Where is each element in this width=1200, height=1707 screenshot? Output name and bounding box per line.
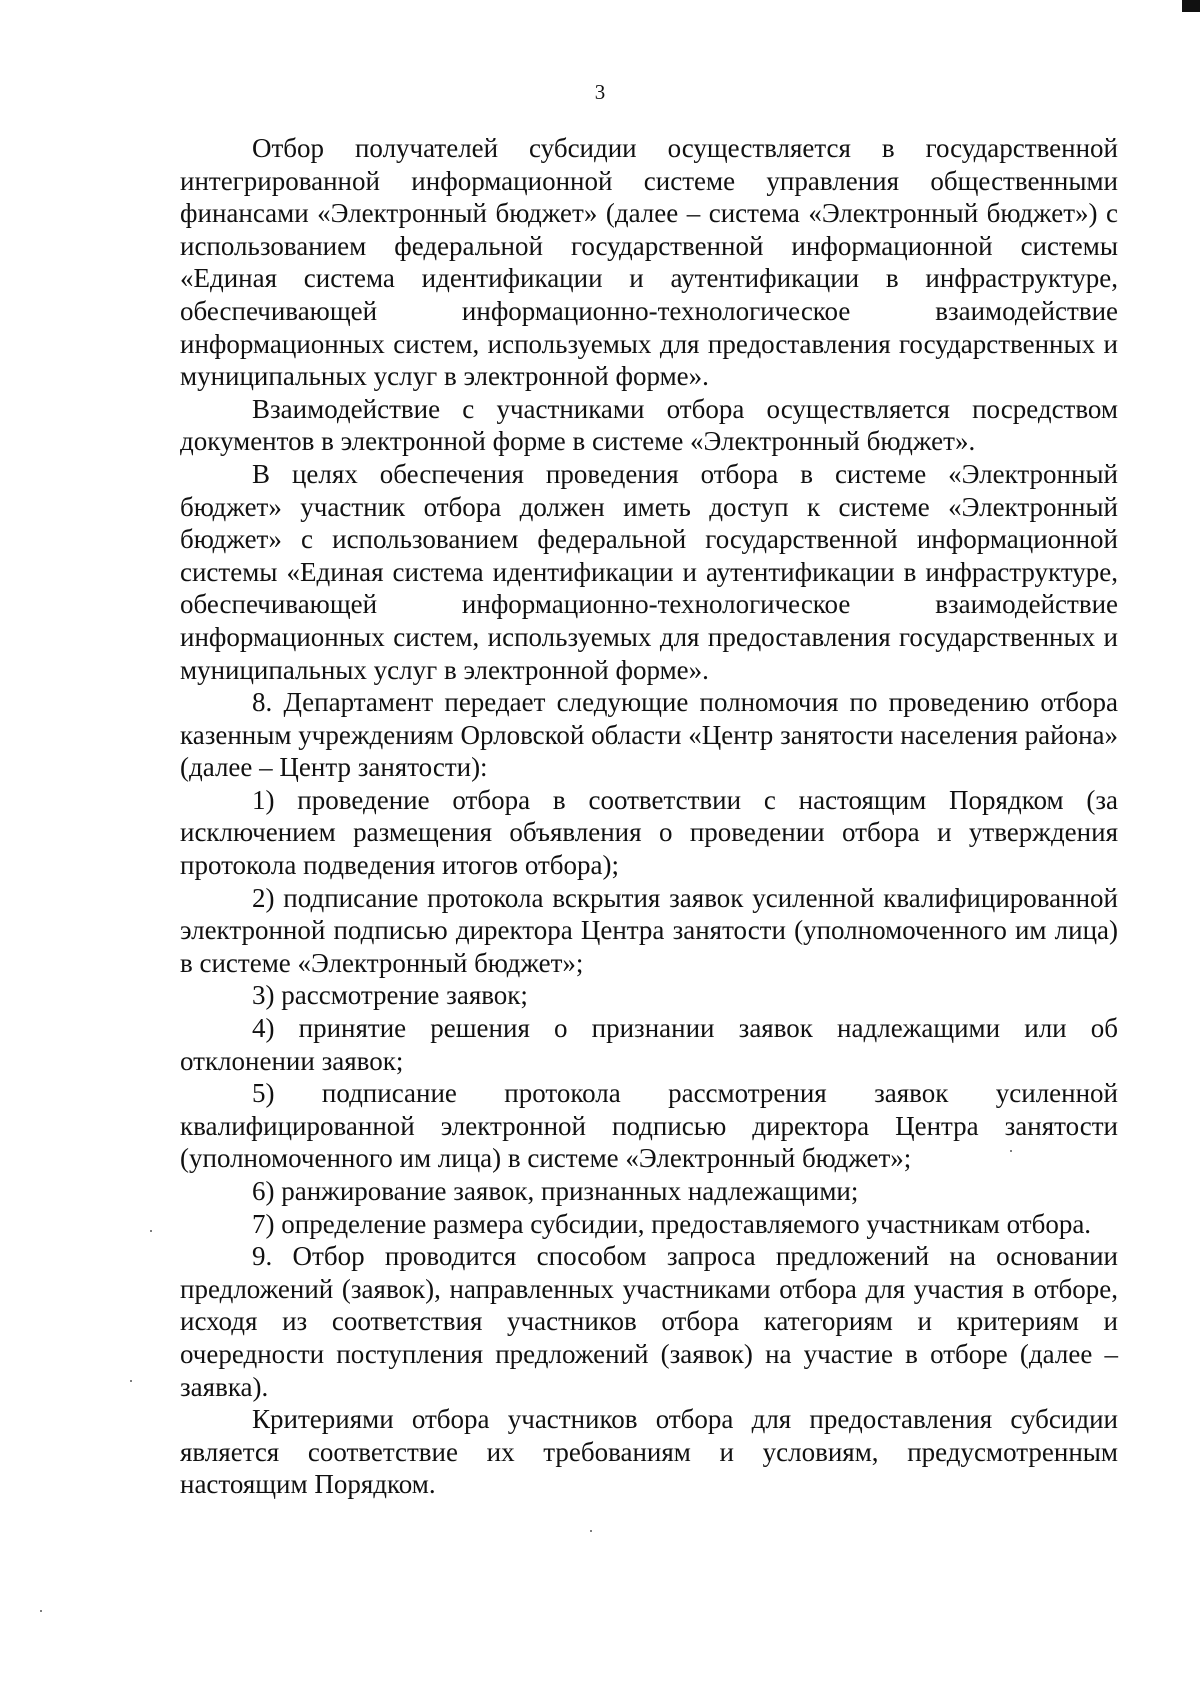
page-number: 3 [594, 80, 606, 104]
scan-speck [40, 1610, 42, 1612]
list-item-4: 4) принятие решения о признании заявок надлежащими или об отклонении заявок; [180, 1013, 1118, 1076]
list-item-3: 3) рассмотрение заявок; [252, 980, 528, 1011]
scan-corner-mark [1182, 0, 1200, 12]
scan-speck [590, 1530, 592, 1532]
scan-speck [150, 1230, 152, 1232]
list-item-5: 5) подписание протокола рассмотрения заявок усиленной квалифицированной электронной подписью директора Центра занятости (уполномоченного им лица) в системе «Электронный бюджет»; [180, 1078, 1118, 1174]
paragraph-item-8: 8. Департамент передает следующие полномочия по проведению отбора казенным учреждениям Орловской области «Центр занятости населения района» (далее – Центр занятости): [180, 687, 1118, 783]
paragraph-criteria: Критериями отбора участников отбора для предоставления субсидии является соответствие их требованиям и условиям, предусмотренным настоящим Порядком. [180, 1404, 1118, 1500]
paragraph-item-9: 9. Отбор проводится способом запроса предложений на основании предложений (заявок), направленных участниками отбора для участия в отборе, исходя из соответствия участников отбора категориям и критериям и очередности поступления предложений (заявок) на участие в отборе (далее – заявка). [180, 1241, 1118, 1402]
paragraph-interaction: Взаимодействие с участниками отбора осуществляется посредством документов в электронной форме в системе «Электронный бюджет». [180, 393, 1118, 457]
list-item-6: 6) ранжирование заявок, признанных надлежащими; [252, 1176, 859, 1206]
document-body [180, 132, 1118, 1501]
paragraph-access: В целях обеспечения проведения отбора в системе «Электронный бюджет» участник отбора должен иметь доступ к системе «Электронный бюджет» с использованием федеральной государственной информационной системы «Единая система идентификации и аутентификации в инфраструктуре, обеспечивающей информационно-технологическое взаимодействие информационных систем, используемых для предоставления государственных и муниципальных услуг в электронной форме». [180, 458, 1118, 685]
list-item-1: 1) проведение отбора в соответствии с настоящим Порядком (за исключением размещения объявления о проведении отбора и утверждения протокола подведения итогов отбора); [180, 784, 1118, 881]
list-item-7: 7) определение размера субсидии, предоставляемого участникам отбора. [252, 1208, 1092, 1239]
paragraph-selection-system: Отбор получателей субсидии осуществляется в государственной интегрированной информационной системе управления общественными финансами «Электронный бюджет» (далее – система «Электронный бюджет») с использованием федеральной государственной информационной системы «Единая система идентификации и аутентификации в инфраструктуре, обеспечивающей информационно-технологическое взаимодействие информационных систем, используемых для предоставления государственных и муниципальных услуг в электронной форме». [180, 133, 1118, 392]
scan-speck [130, 1380, 132, 1382]
scan-speck [1010, 1150, 1012, 1152]
list-item-2: 2) подписание протокола вскрытия заявок усиленной квалифицированной электронной подписью директора Центра занятости (уполномоченного им лица) в системе «Электронный бюджет»; [180, 882, 1118, 978]
